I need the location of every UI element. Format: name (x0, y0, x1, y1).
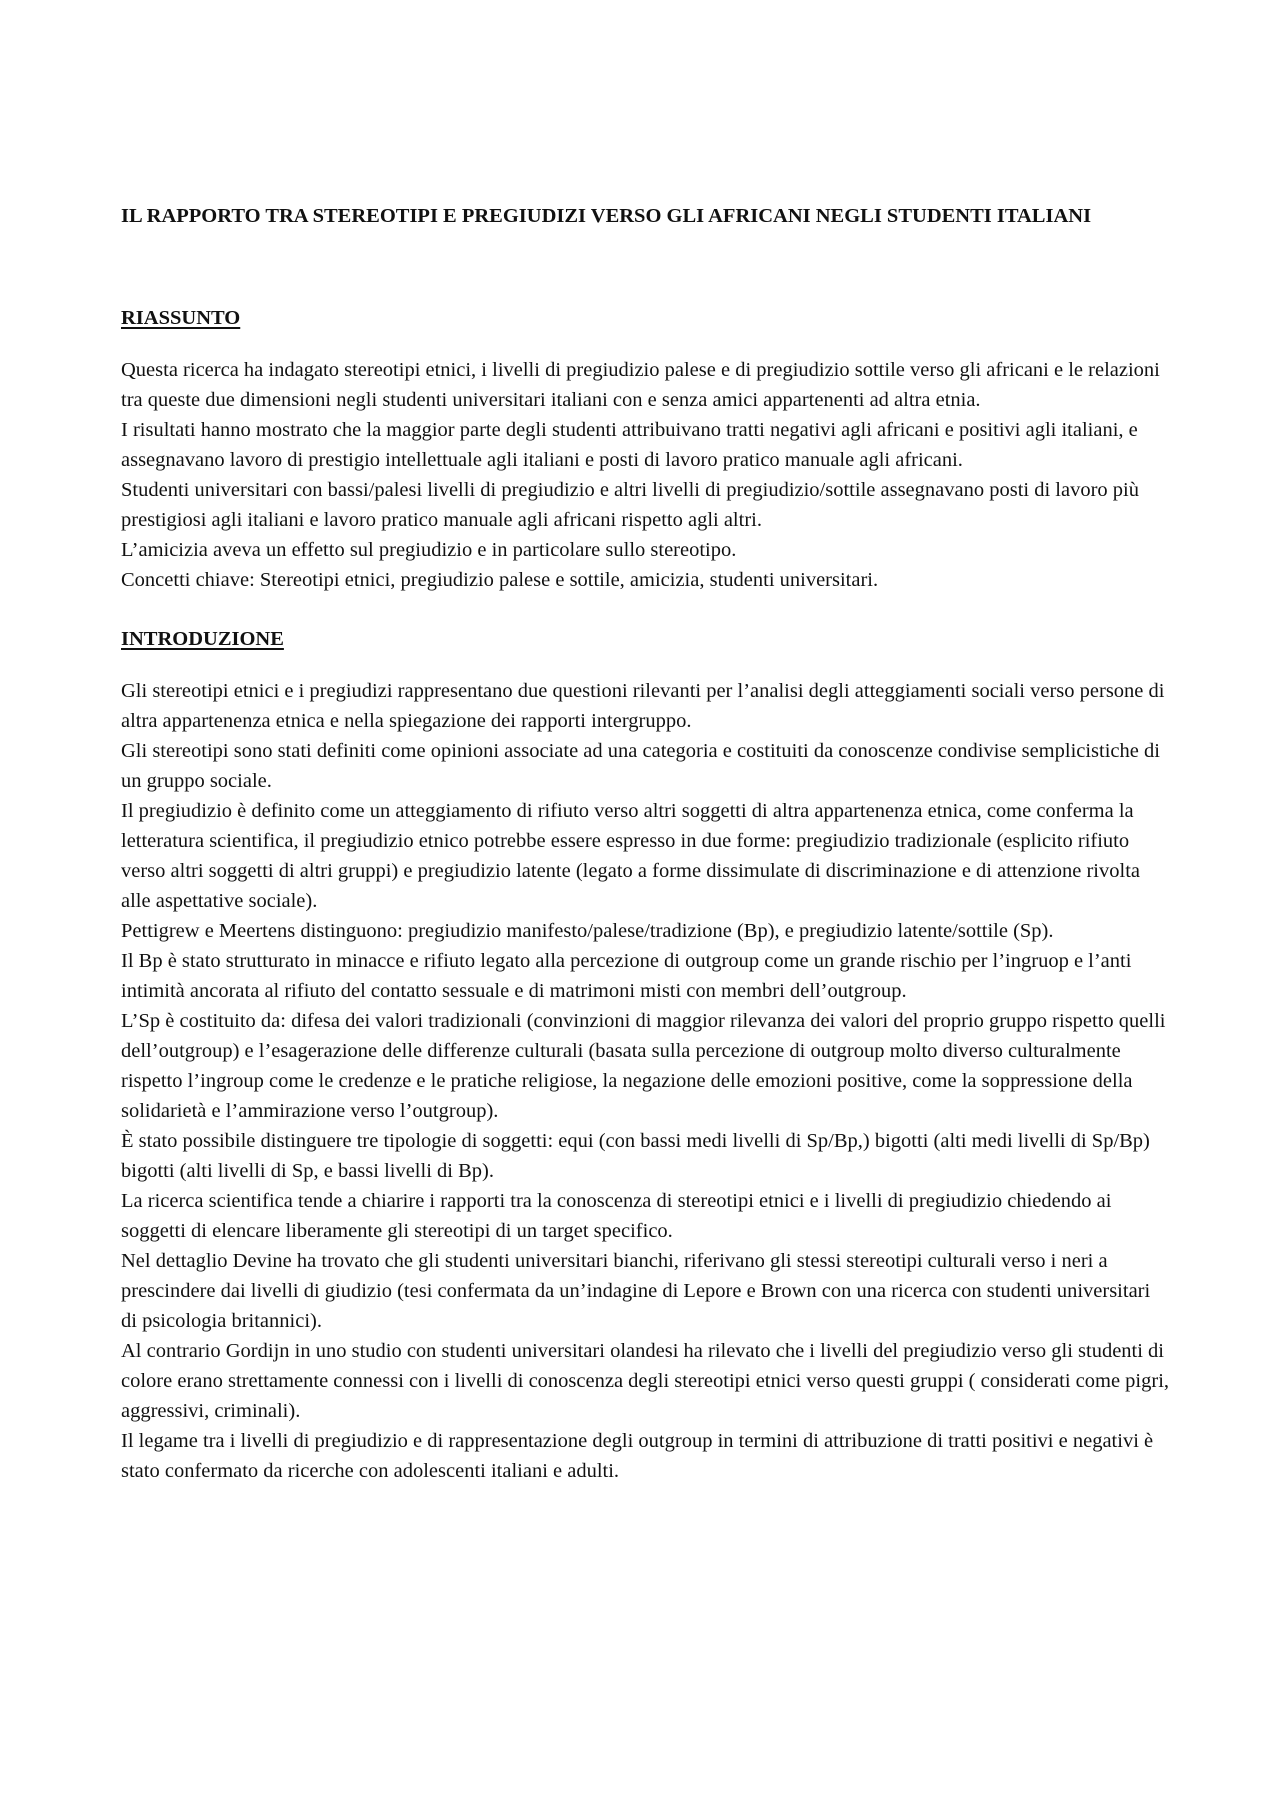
paragraph: Gli stereotipi sono stati definiti come opinioni associate ad una categoria e costituiti da conoscenze condivise semplicistiche di un gruppo sociale. (121, 740, 1160, 792)
paragraph: Il Bp è stato strutturato in minacce e rifiuto legato alla percezione di outgroup come un grande rischio per l’ingruop e l’anti intimità ancorata al rifiuto del contatto sessuale e di matrimoni misti con membri dell’outgroup. (121, 950, 1132, 1002)
paragraph: Nel dettaglio Devine ha trovato che gli studenti universitari bianchi, riferivano gli stessi stereotipi culturali verso i neri a prescindere dai livelli di giudizio (tesi confermata da un’indagine di Lepore e Brown con una ricerca con studenti universitari di psicologia britannici). (121, 1250, 1151, 1332)
section-heading-introduzione: INTRODUZIONE (121, 628, 284, 650)
paragraph: Gli stereotipi etnici e i pregiudizi rappresentano due questioni rilevanti per l’analisi degli atteggiamenti sociali verso persone di altra appartenenza etnica e nella spiegazione dei rapporti intergruppo. (121, 680, 1165, 732)
paragraph: È stato possibile distinguere tre tipologie di soggetti: equi (con bassi medi livelli di Sp/Bp,) bigotti (alti medi livelli di Sp/Bp) bigotti (alti livelli di Sp, e bassi livelli di Bp). (121, 1130, 1150, 1182)
document-title: IL RAPPORTO TRA STEREOTIPI E PREGIUDIZI VERSO GLI AFRICANI NEGLI STUDENTI ITALIANI (121, 205, 1092, 227)
paragraph-keywords: Concetti chiave: Stereotipi etnici, pregiudizio palese e sottile, amicizia, studenti universitari. (121, 569, 879, 591)
paragraph: L’amicizia aveva un effetto sul pregiudizio e in particolare sullo stereotipo. (121, 539, 737, 561)
paragraph: Pettigrew e Meertens distinguono: pregiudizio manifesto/palese/tradizione (Bp), e pregiudizio latente/sottile (Sp). (121, 920, 1054, 942)
section-body-introduzione (121, 676, 1170, 1486)
paragraph: Il legame tra i livelli di pregiudizio e di rappresentazione degli outgroup in termini di attribuzione di tratti positivi e negativi è stato confermato da ricerche con adolescenti italiani e adulti. (121, 1430, 1154, 1482)
section-body-riassunto (121, 355, 1165, 595)
paragraph: Questa ricerca ha indagato stereotipi etnici, i livelli di pregiudizio palese e di pregiudizio sottile verso gli africani e le relazioni tra queste due dimensioni negli studenti universitari italiani con e senza amici appartenenti ad altra etnia. (121, 359, 1160, 411)
paragraph: La ricerca scientifica tende a chiarire i rapporti tra la conoscenza di stereotipi etnici e i livelli di pregiudizio chiedendo ai soggetti di elencare liberamente gli stereotipi di un target specifico. (121, 1190, 1112, 1242)
paragraph: I risultati hanno mostrato che la maggior parte degli studenti attribuivano tratti negativi agli africani e positivi agli italiani, e assegnavano lavoro di prestigio intellettuale agli italiani e posti di lavoro pratico manuale agli africani. (121, 419, 1138, 471)
section-heading-riassunto: RIASSUNTO (121, 307, 241, 329)
paragraph: L’Sp è costituito da: difesa dei valori tradizionali (convinzioni di maggior rilevanza dei valori del proprio gruppo rispetto quelli dell’outgroup) e l’esagerazione delle differenze culturali (basata sulla percezione di outgroup molto diverso culturalmente rispetto l’ingroup come le credenze e le pratiche religiose, la negazione delle emozioni positive, come la soppressione della solidarietà e l’ammirazione verso l’outgroup). (121, 1010, 1166, 1122)
paragraph: Al contrario Gordijn in uno studio con studenti universitari olandesi ha rilevato che i livelli del pregiudizio verso gli studenti di colore erano strettamente connessi con i livelli di conoscenza degli stereotipi etnici verso questi gruppi ( considerati come pigri, aggressivi, criminali). (121, 1340, 1170, 1422)
paragraph: Il pregiudizio è definito come un atteggiamento di rifiuto verso altri soggetti di altra appartenenza etnica, come conferma la letteratura scientifica, il pregiudizio etnico potrebbe essere espresso in due forme: pregiudizio tradizionale (esplicito rifiuto verso altri soggetti di altri gruppi) e pregiudizio latente (legato a forme dissimulate di discriminazione e di attenzione rivolta alle aspettative sociale). (121, 800, 1140, 912)
paragraph: Studenti universitari con bassi/palesi livelli di pregiudizio e altri livelli di pregiudizio/sottile assegnavano posti di lavoro più prestigiosi agli italiani e lavoro pratico manuale agli africani rispetto agli altri. (121, 479, 1139, 531)
